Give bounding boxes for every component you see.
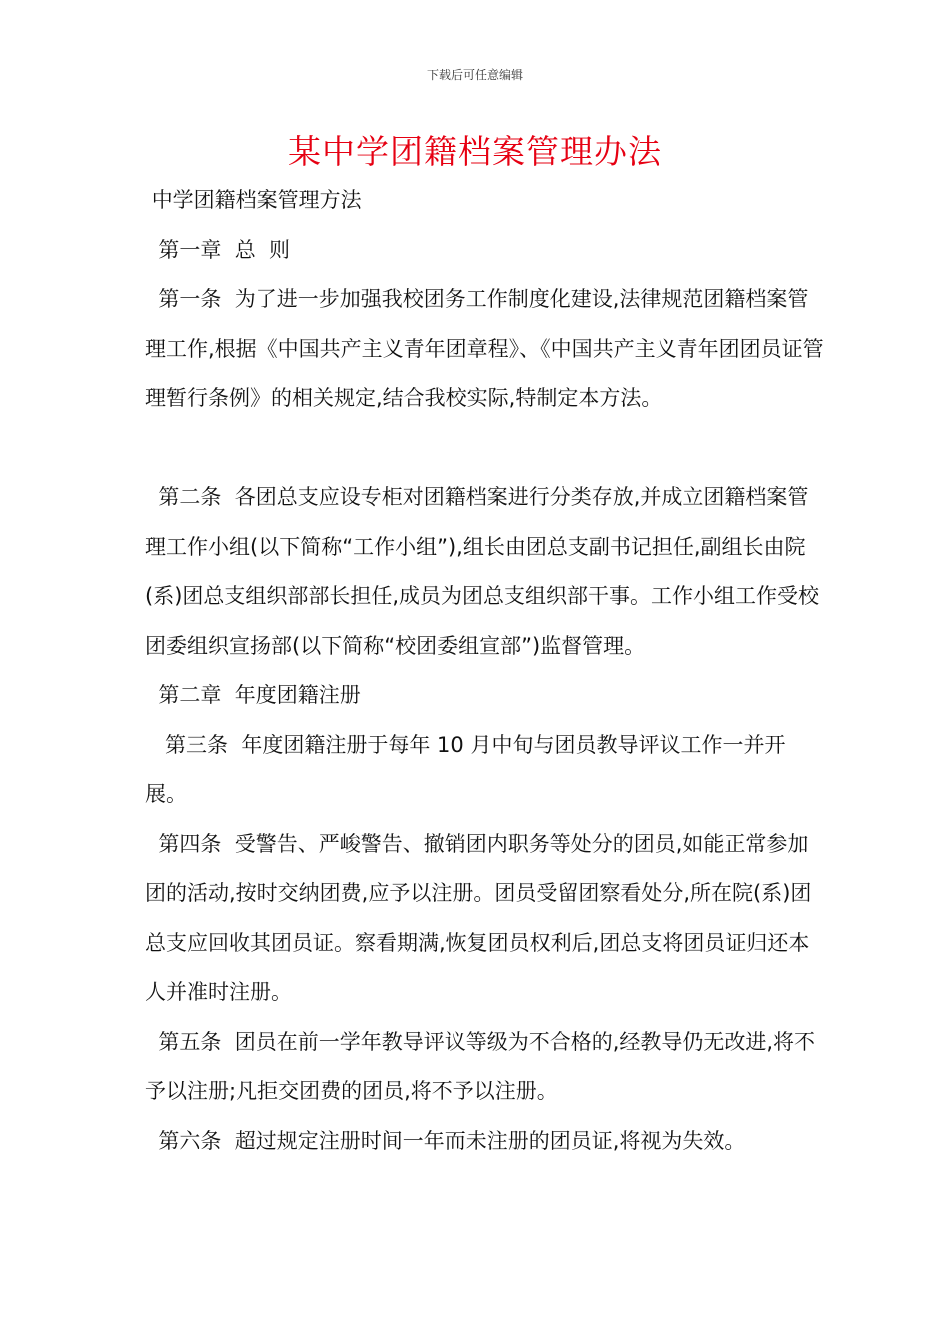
article-2: 第二条 各团总支应设专柜对团籍档案进行分类存放,并成立团籍档案管理工作小组(以下简称“工作小组”),组长由团总支副书记担任,副组长由院(系)团总支组织部部长担任,成员为团总支组织部干事。工作小组工作受校团委组织宣扬部(以下简称“校团委组宣部”)监督管理。	[145, 485, 820, 658]
paragraph-subtitle: 中学团籍档案管理方法	[145, 188, 362, 212]
blank-line	[145, 424, 825, 474]
header-note: 下载后可任意编辑	[426, 68, 523, 82]
document-title: 某中学团籍档案管理办法	[288, 132, 662, 171]
article-5: 第五条 团员在前一学年教导评议等级为不合格的,经教导仍无改进,将不予以注册;凡拒交团费的团员,将不予以注册。	[145, 1029, 816, 1103]
article-3: 第三条 年度团籍注册于每年 10 月中旬与团员教导评议工作一并开展。	[145, 732, 786, 806]
article-4: 第四条 受警告、严峻警告、撤销团内职务等处分的团员,如能正常参加团的活动,按时交纳团费,应予以注册。团员受留团察看处分,所在院(系)团总支应回收其团员证。察看期满,恢复团员权利后,团总支将团员证归还本人并准时注册。	[145, 831, 812, 1004]
article-6: 第六条 超过规定注册时间一年而未注册的团员证,将视为失效。	[145, 1128, 746, 1153]
chapter-heading-1: 第一章 总 则	[145, 237, 291, 262]
document-body	[145, 176, 825, 1166]
chapter-heading-2: 第二章 年度团籍注册	[145, 683, 361, 707]
article-1: 第一条 为了进一步加强我校团务工作制度化建设,法律规范团籍档案管理工作,根据《中国共产主义青年团章程》、《中国共产主义青年团团员证管理暂行条例》的相关规定,结合我校实际,特制定本方法。	[145, 287, 824, 410]
